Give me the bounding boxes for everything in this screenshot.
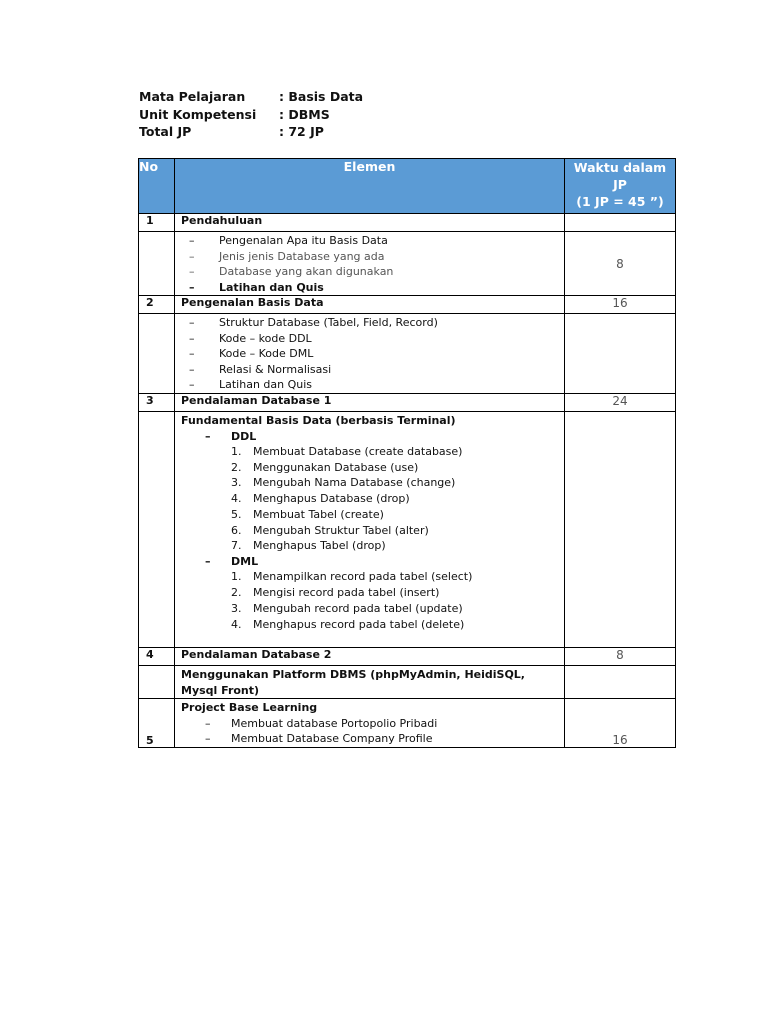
row-jp-empty <box>565 666 676 699</box>
table-row <box>139 394 676 412</box>
header-waktu-line3: (1 JP = 45 ”) <box>576 194 664 209</box>
table-row <box>139 412 676 648</box>
table-row <box>139 666 676 699</box>
table-row <box>139 232 676 296</box>
row-number: 3 <box>139 394 175 412</box>
row-number: 2 <box>139 296 175 314</box>
row-jp: 8 <box>565 232 676 296</box>
list-item: 3. Mengubah record pada tabel (update) <box>231 601 463 615</box>
list-item: – Latihan dan Quis <box>189 280 324 294</box>
header-no: No <box>139 159 175 214</box>
table-row <box>139 314 676 394</box>
row-number-empty <box>139 314 175 394</box>
row-number: 1 <box>139 214 175 232</box>
list-item: 2. Menggunakan Database (use) <box>231 460 419 474</box>
header-waktu-line2: JP <box>613 177 627 192</box>
row-jp-empty <box>565 412 676 648</box>
syllabus-table <box>138 158 676 748</box>
total-value: : 72 JP <box>279 124 324 139</box>
list-item: – Membuat Database Company Profile <box>205 732 433 745</box>
row-jp-empty <box>565 214 676 232</box>
list-item: – Database yang akan digunakan <box>189 265 394 278</box>
list-item: – Kode – Kode DML <box>189 347 314 360</box>
header-elemen: Elemen <box>175 159 565 214</box>
list-item: 4. Menghapus Database (drop) <box>231 492 410 506</box>
list-item: 3. Mengubah Nama Database (change) <box>231 476 456 490</box>
row-jp-empty <box>565 314 676 394</box>
list-item: 2. Mengisi record pada tabel (insert) <box>231 586 440 600</box>
table-row <box>139 296 676 314</box>
unit-key: Unit Kompetensi <box>139 106 257 122</box>
list-item: 6. Mengubah Struktur Tabel (alter) <box>231 523 429 537</box>
row-content <box>175 232 565 296</box>
row-number: 4 <box>139 648 175 666</box>
list-item: 1. Menampilkan record pada tabel (select) <box>231 570 473 584</box>
row-content <box>175 699 565 748</box>
dml-heading: – DML <box>205 554 259 568</box>
unit-value: : DBMS <box>279 106 330 122</box>
row-title: Pengenalan Basis Data <box>175 296 565 314</box>
document-header <box>139 88 363 141</box>
table-row <box>139 699 676 748</box>
row-jp: 8 <box>565 648 676 666</box>
row-jp: 24 <box>565 394 676 412</box>
row-content <box>175 314 565 394</box>
list-item: 1. Membuat Database (create database) <box>231 445 463 458</box>
row-content: Menggunakan Platform DBMS (phpMyAdmin, HeidiSQL, Mysql Front) <box>175 666 565 699</box>
list-item: – Jenis jenis Database yang ada <box>189 249 385 263</box>
row-number-empty <box>139 666 175 699</box>
content-title: Fundamental Basis Data (berbasis Terminal) <box>181 414 456 427</box>
ddl-heading: – DDL <box>205 429 257 443</box>
list-item: 5. Membuat Tabel (create) <box>231 507 384 521</box>
subject-key: Mata Pelajaran <box>139 89 246 104</box>
subject-line <box>139 88 363 106</box>
list-item: – Relasi & Normalisasi <box>189 362 332 376</box>
row-number-empty <box>139 232 175 296</box>
subject-value: : Basis Data <box>279 89 364 104</box>
table-row <box>139 214 676 232</box>
table-header-row <box>139 159 676 214</box>
table-row <box>139 648 676 666</box>
row-content <box>175 412 565 648</box>
row-jp: 16 <box>565 296 676 314</box>
row-title: Pendalaman Database 1 <box>175 394 565 412</box>
list-item: – Membuat database Portopolio Pribadi <box>205 716 438 730</box>
list-item: 4. Menghapus record pada tabel (delete) <box>231 617 465 631</box>
list-item: – Latihan dan Quis <box>189 378 313 391</box>
unit-line <box>139 106 363 124</box>
total-line <box>139 123 363 141</box>
header-waktu-line1: Waktu dalam <box>573 160 667 175</box>
list-item: – Struktur Database (Tabel, Field, Record) <box>189 316 438 329</box>
row-jp: 16 <box>565 699 676 748</box>
row-number-empty <box>139 412 175 648</box>
row-title: Pendalaman Database 2 <box>175 648 565 666</box>
list-item: 7. Menghapus Tabel (drop) <box>231 539 386 553</box>
header-waktu <box>565 159 676 214</box>
total-key: Total JP <box>139 124 192 139</box>
list-item: – Pengenalan Apa itu Basis Data <box>189 234 388 247</box>
row-title: Project Base Learning <box>181 701 318 714</box>
row-number: 5 <box>139 699 175 748</box>
row-title: Pendahuluan <box>175 214 565 232</box>
list-item: – Kode – kode DDL <box>189 331 312 345</box>
